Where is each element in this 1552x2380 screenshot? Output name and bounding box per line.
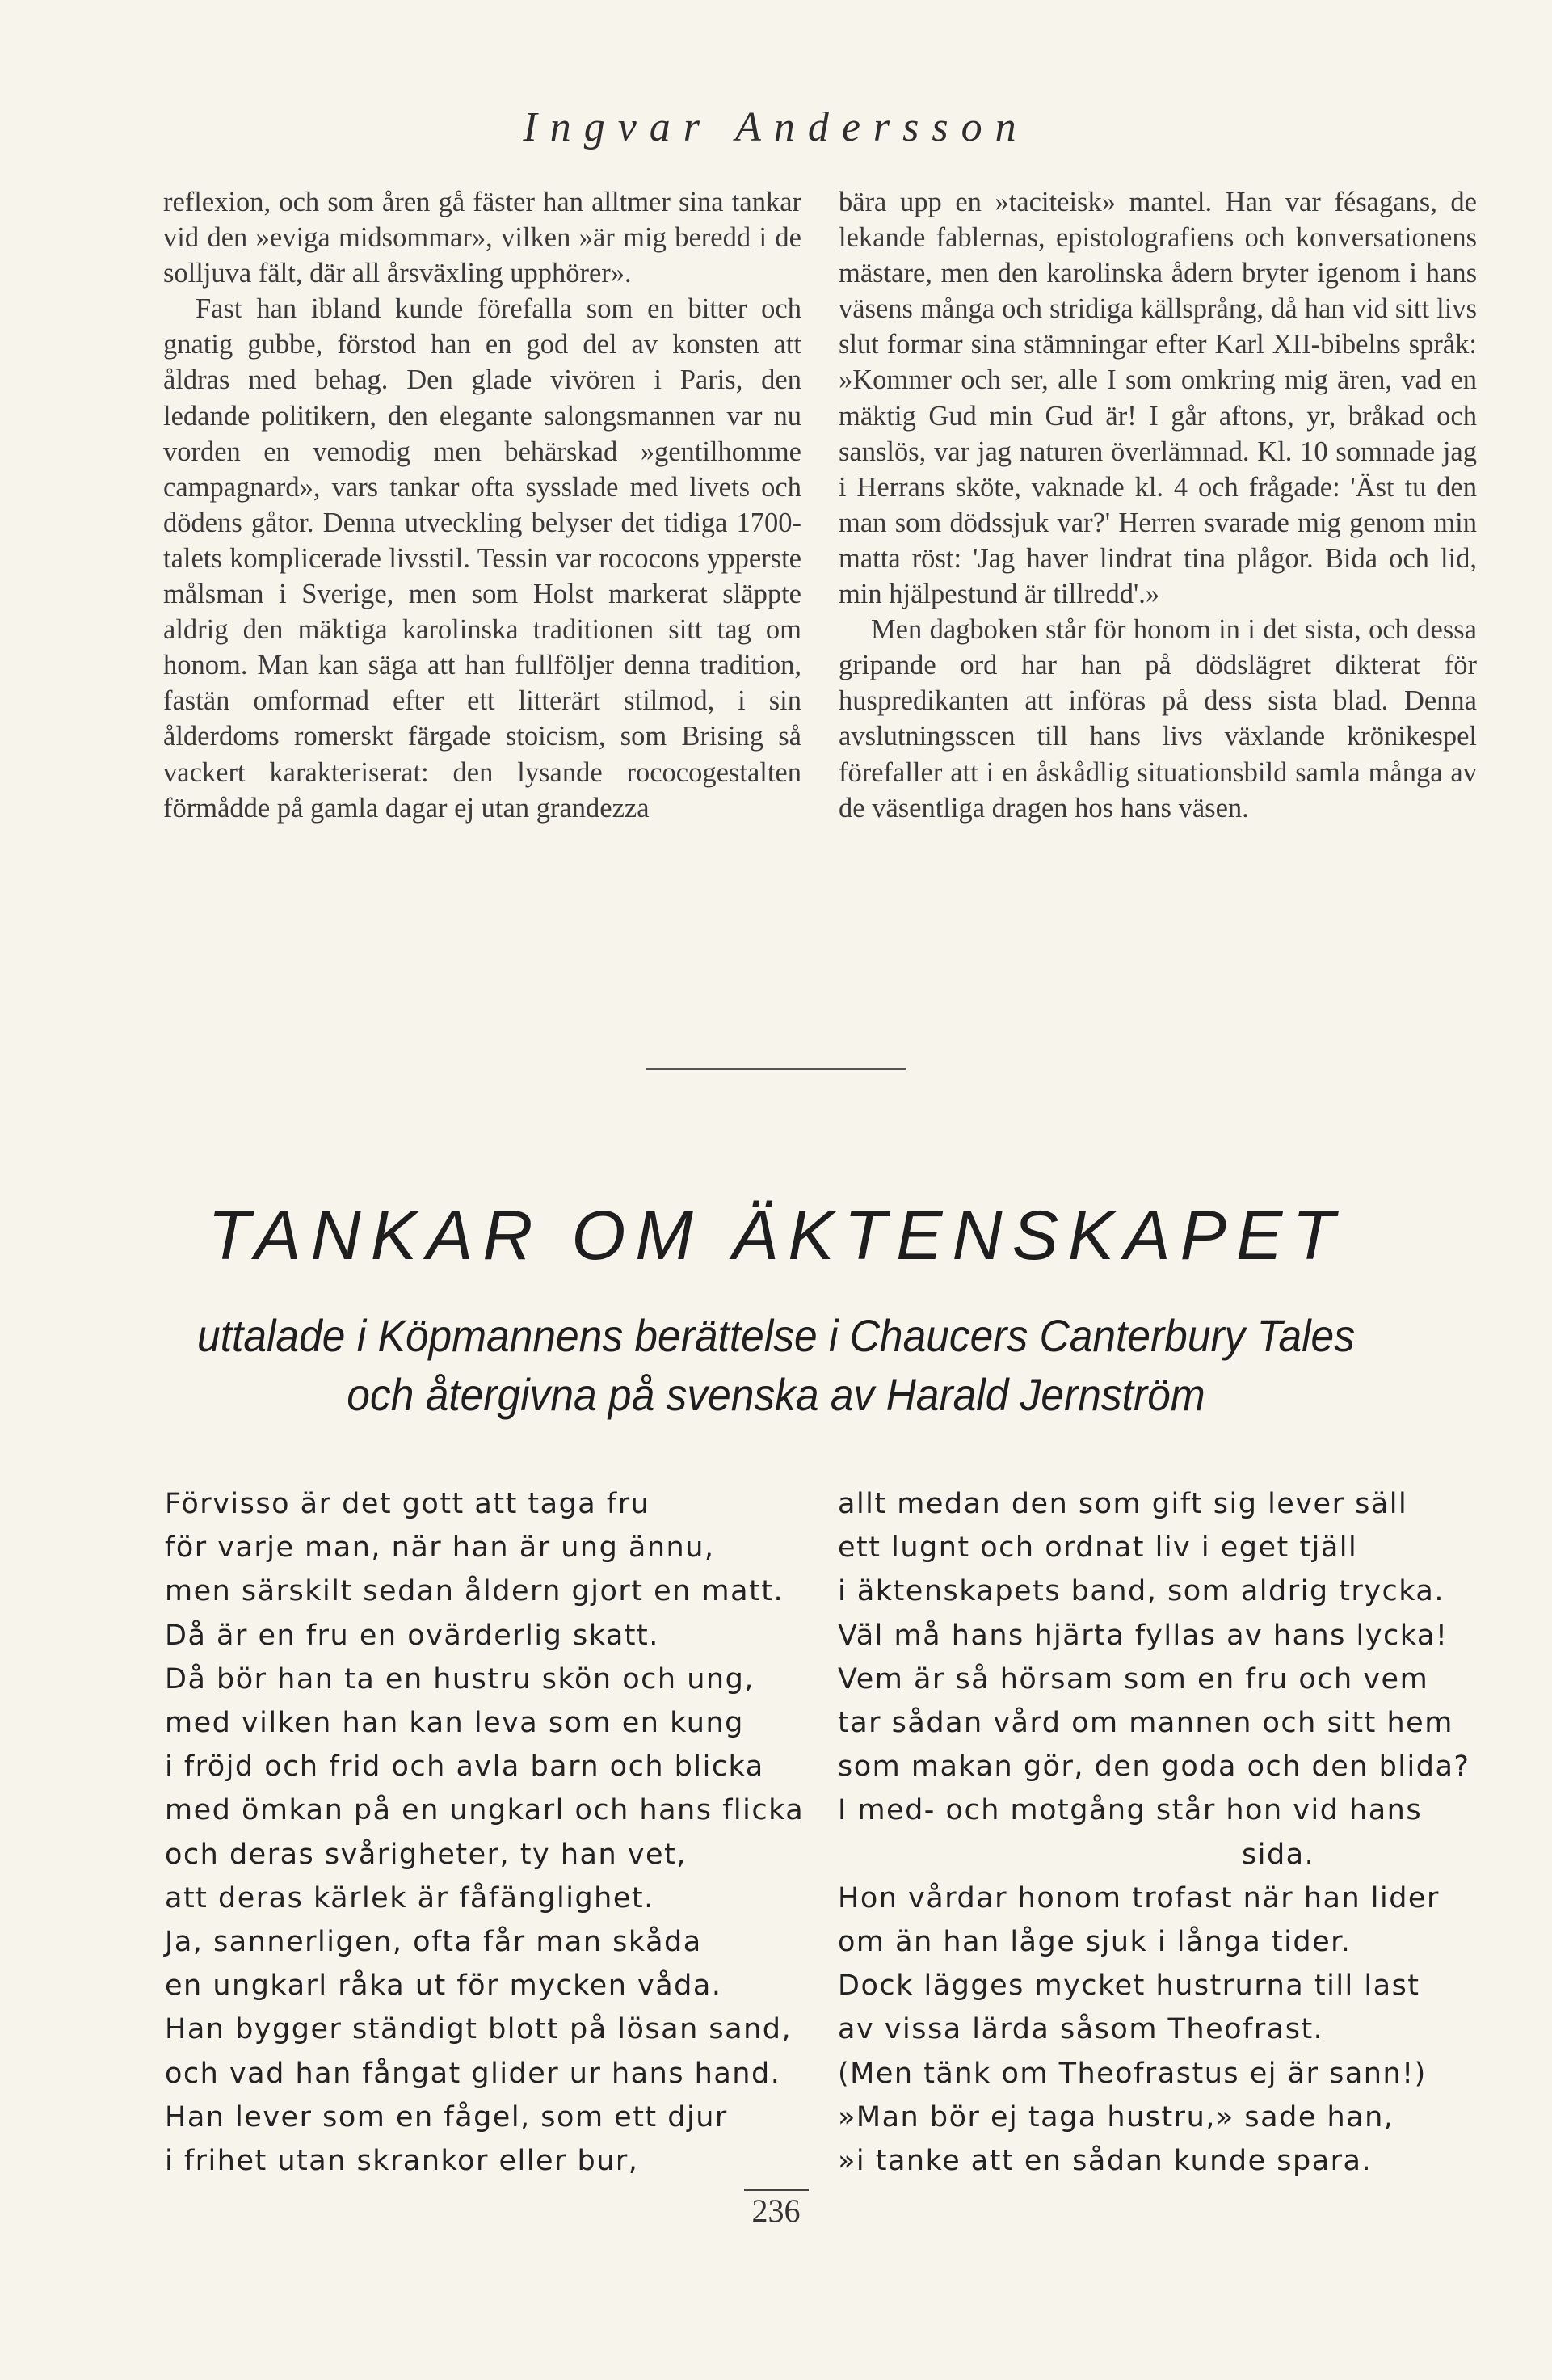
verse-line-runover: sida. <box>1242 1838 1315 1871</box>
verse-line: »i tanke att en sådan kunde spara. <box>838 2145 1373 2178</box>
verse-line: allt medan den som gift sig lever säll <box>838 1488 1408 1520</box>
prose-column-right <box>839 184 1477 826</box>
verse-line: som makan gör, den goda och den blida? <box>838 1750 1470 1784</box>
verse-line: i äktenskapets band, som aldrig trycka. <box>838 1575 1445 1608</box>
running-head: Ingvar Andersson <box>523 104 1029 150</box>
verse-line: Vem är så hörsam som en fru och vem <box>838 1662 1429 1695</box>
verse-line: en ungkarl råka ut för mycken våda. <box>165 1969 722 2003</box>
verse-line: att deras kärlek är fåfänglighet. <box>165 1881 654 1915</box>
verse-line: men särskilt sedan åldern gjort en matt. <box>165 1575 784 1608</box>
prose-paragraph: Men dagboken står för honom in i det sista, och dessa gripande ord har han på dödslägret dikterat för huspredikanten att införas på dess sista blad. Denna avslutningsscen till hans livs växlande krönikespel förefaller att i en åskådlig situationsbild samla många av de väsentliga dragen hos hans väsen. <box>839 614 1477 824</box>
verse-line: och deras svårigheter, ty han vet, <box>165 1838 687 1871</box>
verse-line: av vissa lärda såsom Theofrast. <box>838 2013 1324 2046</box>
page-number-wrapper <box>0 2192 1552 2230</box>
verse-line: Förvisso är det gott att taga fru <box>165 1488 650 1520</box>
page-number: 236 <box>744 2189 809 2229</box>
poem-subtitle-line-1: uttalade i Köpmannens berättelse i Chaucers Canterbury Tales <box>197 1310 1355 1361</box>
prose-paragraph: reflexion, och som åren gå fäster han alltmer sina tankar vid den »eviga midsommar», vilken »är mig beredd i de solljuva fält, där all årsväxling upphörer». <box>163 187 801 289</box>
verse-line: i fröjd och frid och avla barn och blicka <box>165 1750 764 1784</box>
verse-line: och vad han fångat glider ur hans hand. <box>165 2057 781 2090</box>
prose-column-left <box>163 184 801 826</box>
poem-column-left <box>165 1482 811 2183</box>
verse-line: för varje man, när han är ung ännu, <box>165 1531 715 1565</box>
verse-line: Dock lägges mycket hustrurna till last <box>838 1969 1420 2003</box>
verse-line: Han bygger ständigt blott på lösan sand, <box>165 2013 793 2046</box>
verse-line: Väl må hans hjärta fyllas av hans lycka! <box>838 1619 1449 1652</box>
verse-line: ett lugnt och ordnat liv i eget tjäll <box>838 1531 1358 1565</box>
verse-line: Då bör han ta en hustru skön och ung, <box>165 1662 755 1695</box>
verse-line: Ja, sannerligen, ofta får man skåda <box>165 1926 702 1959</box>
verse-line: med vilken han kan leva som en kung <box>165 1707 744 1740</box>
poem-column-right <box>838 1482 1484 2183</box>
verse-line: Hon vårdar honom trofast när han lider <box>838 1881 1440 1915</box>
verse-line: om än han låge sjuk i långa tider. <box>838 1926 1352 1959</box>
poem-title: TANKAR OM ÄKTENSKAPET <box>208 1197 1344 1274</box>
section-divider <box>646 1068 906 1070</box>
poem-subtitle-line-2: och återgivna på svenska av Harald Jernström <box>347 1369 1205 1420</box>
verse-line: tar sådan vård om mannen och sitt hem <box>838 1707 1453 1740</box>
prose-paragraph: bära upp en »taciteisk» mantel. Han var fésagans, de lekande fablernas, epistolografiens och konversationens mästare, men den karolinska ådern bryter igenom i hans väsens många och stridiga källsprång, då han vid sitt livs slut formar sina stämningar efter Karl XII-bibelns språk: »Kommer och ser, alle I som omkring mig ären, vad en mäktig Gud min Gud är! I går aftons, yr, bråkad och sanslös, var jag naturen överlämnad. Kl. 10 somnade jag i Herrans sköte, vaknade kl. 4 och frågade: 'Äst tu den man som dödssjuk var?' Herren svarade mig genom min matta röst: 'Jag haver lindrat tina plågor. Bida och lid, min hjälpestund är tillredd'.» <box>839 187 1477 610</box>
prose-paragraph: Fast han ibland kunde förefalla som en bitter och gnatig gubbe, förstod han en god del av konsten att åldras med behag. Den glade vivören i Paris, den ledande politikern, den elegante salongsmannen var nu vorden en vemodig men behärskad »gentilhomme campagnard», vars tankar ofta sysslade med livets och dödens gåtor. Denna utveckling belyser det tidiga 1700-talets komplicerade livsstil. Tessin var rococons ypperste målsman i Sverige, men som Holst markerat släppte aldrig den mäktiga karolinska traditionen sitt tag om honom. Man kan säga att han fullföljer denna tradition, fastän omformad efter ett litterärt stilmod, i sin ålderdoms romerskt färgade stoicism, som Brising så vackert karakteriserat: den lysande rococogestalten förmådde på gamla dagar ej utan grandezza <box>163 293 801 824</box>
verse-line: (Men tänk om Theofrastus ej är sann!) <box>838 2057 1427 2090</box>
verse-line: Då är en fru en ovärderlig skatt. <box>165 1619 659 1652</box>
verse-line: Han lever som en fågel, som ett djur <box>165 2100 728 2134</box>
verse-line: med ömkan på en ungkarl och hans flicka <box>165 1794 805 1827</box>
verse-line: i frihet utan skrankor eller bur, <box>165 2145 639 2178</box>
verse-line: »Man bör ej taga hustru,» sade han, <box>838 2100 1394 2134</box>
verse-line: I med- och motgång står hon vid hans <box>838 1794 1423 1827</box>
